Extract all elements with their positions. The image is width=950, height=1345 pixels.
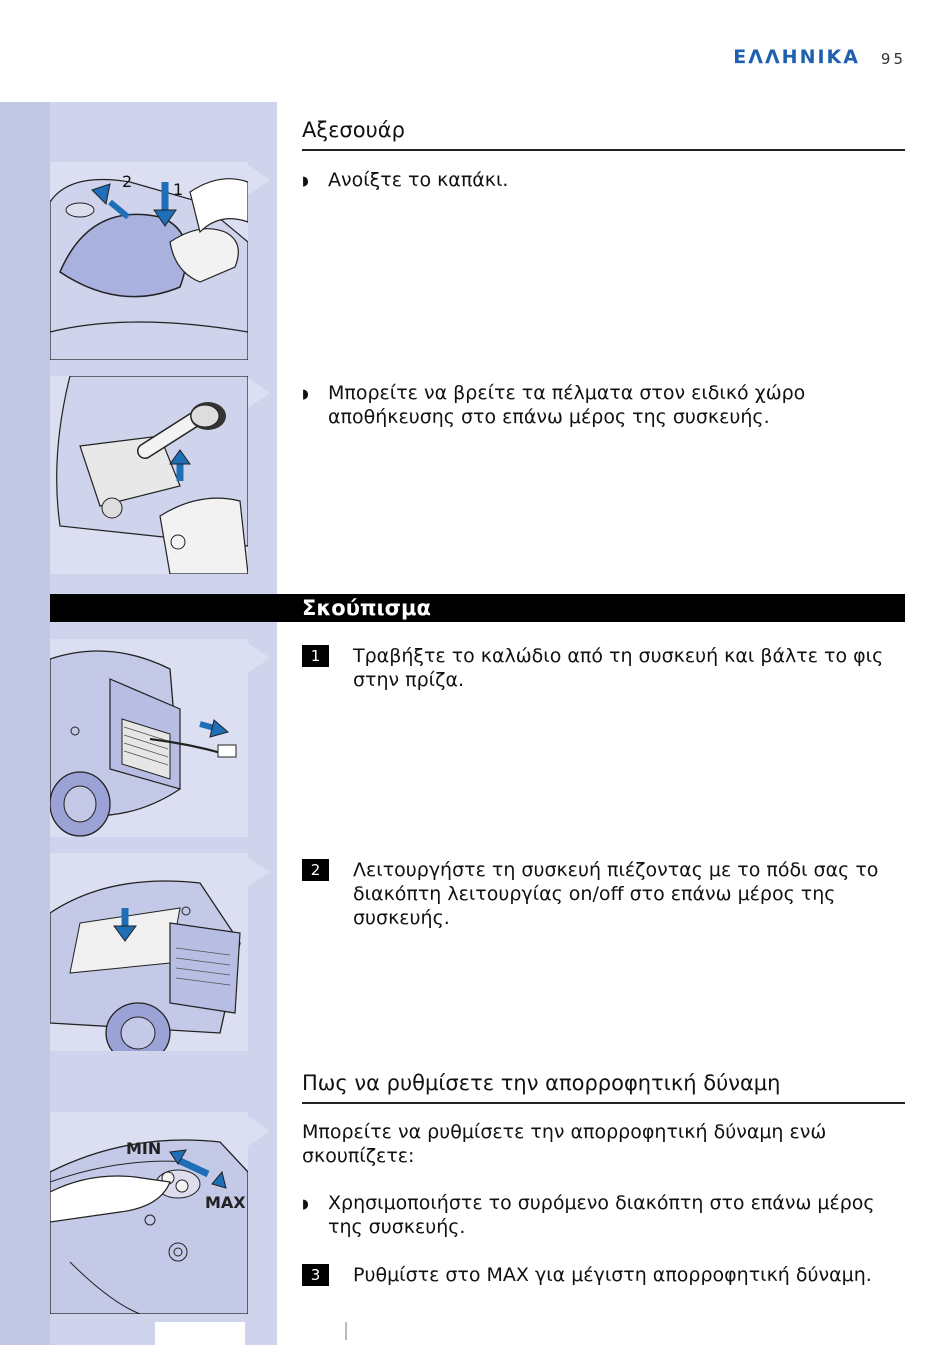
accessories-title: Αξεσουάρ xyxy=(302,118,405,142)
language-label: ΕΛΛΗΝΙΚΑ xyxy=(733,46,860,68)
section-rule xyxy=(302,149,905,151)
triangle-bullet-icon: ◗ xyxy=(302,174,309,189)
figure-cord xyxy=(50,639,248,837)
triangle-bullet-icon: ◗ xyxy=(302,1197,309,1212)
open-lid-illustration xyxy=(50,162,248,360)
vacuuming-title: Σκούπισμα xyxy=(302,596,431,620)
figure-label-2: 2 xyxy=(122,172,133,191)
power-switch-illustration xyxy=(50,853,248,1051)
page-number: 95 xyxy=(880,50,906,68)
step-number-3: 3 xyxy=(302,1264,329,1286)
step-2-text: Λειτουργήστε τη συσκευή πιέζοντας με το πόδι σας το διακόπτη λειτουργίας on/off στο επάνω μέρος της συσκευής. xyxy=(353,859,879,929)
accessories-item-2: Μπορείτε να βρείτε τα πέλματα στον ειδικό χώρο αποθήκευσης στο επάνω μέρος της συσκευής. xyxy=(328,382,806,428)
accessories-item-1: Ανοίξτε το καπάκι. xyxy=(328,169,509,191)
figure-label-1: 1 xyxy=(173,180,184,199)
figure-pointer xyxy=(248,643,270,673)
step-number-1: 1 xyxy=(302,645,329,667)
suction-title: Πως να ρυθμίσετε την απορροφητική δύναμη xyxy=(302,1071,781,1095)
figure-power-switch xyxy=(50,853,248,1051)
step-3-text: Ρυθμίστε στο MAX για μέγιστη απορροφητική δύναμη. xyxy=(353,1264,872,1286)
suction-bullet: Χρησιμοποιήστε το συρόμενο διακόπτη στο επάνω μέρος της συσκευής. xyxy=(328,1192,875,1238)
triangle-bullet-icon: ◗ xyxy=(302,387,309,402)
cord-illustration xyxy=(50,639,248,837)
section-rule xyxy=(302,1102,905,1104)
step-number-2: 2 xyxy=(302,859,329,881)
step-1-text: Τραβήξτε το καλώδιο από τη συσκευή και βάλτε το φις στην πρίζα. xyxy=(353,645,884,691)
figure-pointer xyxy=(248,1116,270,1146)
figure-pointer xyxy=(248,857,270,887)
figure-pointer xyxy=(248,165,270,195)
page-tab xyxy=(155,1322,245,1345)
figure-storage xyxy=(50,376,248,574)
figure-pointer xyxy=(248,378,270,408)
crop-mark xyxy=(345,1322,347,1340)
section-band xyxy=(50,594,905,622)
max-label: MAX xyxy=(205,1193,246,1212)
storage-illustration xyxy=(50,376,248,574)
sidebar-strip xyxy=(0,102,50,1345)
figure-open-lid xyxy=(50,162,248,360)
suction-intro: Μπορείτε να ρυθμίσετε την απορροφητική δύναμη ενώ σκουπίζετε: xyxy=(302,1121,827,1167)
min-label: MIN xyxy=(126,1139,162,1158)
